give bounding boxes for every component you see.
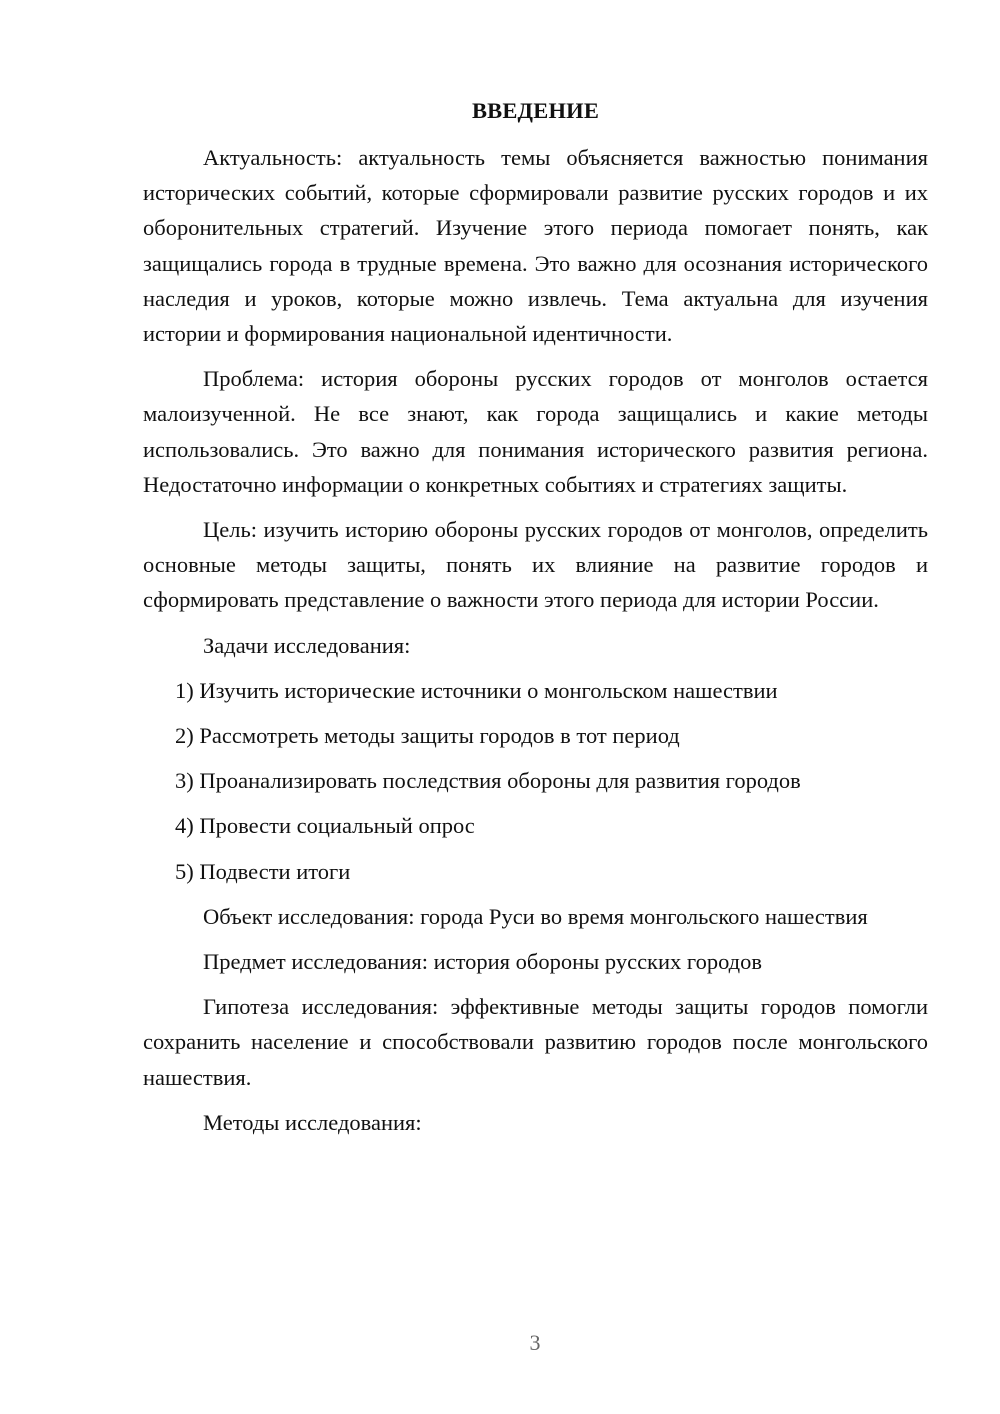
paragraph-subject: Предмет исследования: история обороны русских городов xyxy=(203,949,762,975)
task-item: 1) Изучить исторические источники о монгольском нашествии xyxy=(175,677,778,703)
paragraph-relevance: Актуальность: актуальность темы объясняется важностью понимания исторических событий, которые сформировали развитие русских городов и их оборонительных стратегий. Изучение этого периода помогает понять, как защищались города в трудные времена. Это важно для осознания исторического наследия и уроков, которые можно извлечь. Тема актуальна для изучения истории и формирования национальной идентичности. xyxy=(143,145,928,347)
page-number: 3 xyxy=(529,1330,541,1355)
paragraph-goal: Цель: изучить историю обороны русских городов от монголов, определить основные методы защиты, понять их влияние на развитие городов и сформировать представление о важности этого периода для истории России. xyxy=(143,517,928,613)
section-title: ВВЕДЕНИЕ xyxy=(471,98,600,123)
document-page xyxy=(143,96,928,1150)
paragraph-methods-heading: Методы исследования: xyxy=(203,1109,422,1135)
task-item: 4) Провести социальный опрос xyxy=(175,813,475,839)
paragraph-object: Объект исследования: города Руси во время монгольского нашествия xyxy=(203,903,868,929)
task-item: 5) Подвести итоги xyxy=(175,858,351,884)
task-item: 2) Рассмотреть методы защиты городов в тот период xyxy=(175,723,680,749)
paragraph-hypothesis: Гипотеза исследования: эффективные методы защиты городов помогли сохранить население и способствовали развитию городов после монгольского нашествия. xyxy=(143,994,928,1090)
tasks-heading: Задачи исследования: xyxy=(203,632,411,658)
paragraph-problem: Проблема: история обороны русских городов от монголов остается малоизученной. Не все знают, как города защищались и какие методы использовались. Это важно для понимания исторического развития региона. Недостаточно информации о конкретных событиях и стратегиях защиты. xyxy=(143,366,928,497)
tasks-list xyxy=(143,673,928,889)
task-item: 3) Проанализировать последствия обороны для развития городов xyxy=(175,768,801,794)
